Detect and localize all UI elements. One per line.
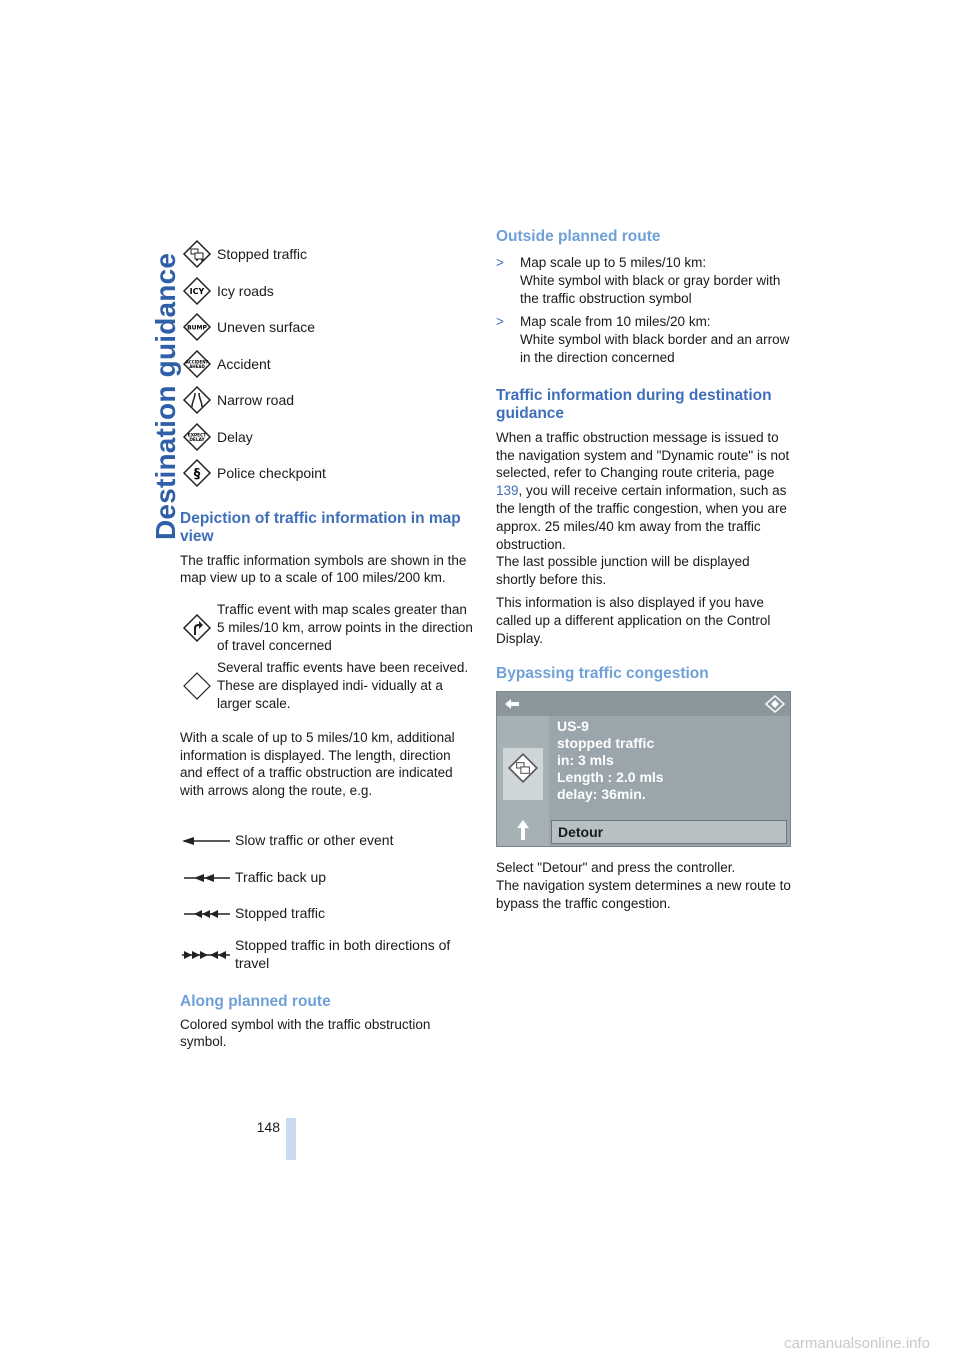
arrow-label: Traffic back up bbox=[235, 868, 327, 885]
accident-icon-text-2: AHEAD bbox=[189, 363, 205, 369]
bump-icon-text: BUMP bbox=[187, 324, 207, 332]
symbol-row-delay bbox=[180, 419, 476, 456]
bullet-line: Map scale from 10 miles/20 km: bbox=[520, 314, 711, 330]
accident-ahead-icon bbox=[182, 349, 212, 379]
side-title-text: Destination guidance bbox=[150, 252, 181, 540]
depiction-heading: Depiction of traffic information in map view bbox=[180, 509, 461, 545]
expect-delay-icon bbox=[182, 422, 212, 452]
info-delay: delay: 36min. bbox=[557, 786, 646, 803]
info-road: US-9 bbox=[557, 718, 589, 735]
bullet-marker: > bbox=[496, 255, 504, 270]
page-reference-link[interactable]: 139 bbox=[496, 483, 519, 499]
symbol-label: Stopped traffic bbox=[217, 246, 308, 263]
symbol-label: Delay bbox=[217, 428, 253, 445]
symbol-label: Icy roads bbox=[217, 282, 274, 299]
outside-bullet-1 bbox=[496, 254, 792, 307]
outside-bullet-2 bbox=[496, 313, 792, 366]
along-heading: Along planned route bbox=[180, 992, 331, 1010]
during-text: When a traffic obstruction message is issued to the navigation system and "Dynamic route" is not selected, refer to Changing route criteria, page bbox=[496, 429, 790, 481]
additional-info-text: With a scale of up to 5 miles/10 km, additional information is displayed. The length, direction and effect of a traffic obstruction are indicated with arrows along the route, e.g. bbox=[180, 729, 455, 799]
event-text-single: Traffic event with map scales greater than 5 miles/10 km, arrow points in the direction of travel concerned bbox=[217, 602, 473, 653]
depiction-intro: The traffic information symbols are shown in the map view up to a scale of 100 miles/200 km. bbox=[180, 552, 467, 586]
symbol-row-police-checkpoint bbox=[180, 455, 476, 492]
stopped-traffic-icon bbox=[182, 239, 212, 269]
settings-diamond-icon bbox=[765, 695, 785, 713]
icy-icon-text: ICY bbox=[189, 286, 205, 296]
symbol-label: Narrow road bbox=[217, 392, 295, 409]
police-checkpoint-icon bbox=[182, 458, 212, 488]
accident-icon-text-1: ACCIDENT bbox=[185, 359, 209, 365]
event-row-several bbox=[180, 659, 476, 712]
during-paragraph-2: This information is also displayed if you have called up a different application on the Control Display. bbox=[496, 594, 771, 646]
bullet-line: Map scale up to 5 miles/10 km: bbox=[520, 255, 707, 270]
stopped-traffic-icon bbox=[507, 752, 539, 784]
symbol-row-uneven-surface bbox=[180, 309, 476, 346]
watermark: carmanualsonline.info bbox=[784, 1335, 930, 1352]
icy-roads-icon bbox=[182, 276, 212, 306]
page-number: 148 bbox=[256, 1119, 280, 1135]
event-row-single bbox=[180, 601, 476, 654]
symbol-row-icy-roads bbox=[180, 273, 476, 310]
info-event: stopped traffic bbox=[557, 735, 655, 752]
police-icon-text: § bbox=[193, 467, 201, 483]
traffic-info-block bbox=[557, 718, 664, 803]
back-arrow-icon bbox=[503, 697, 521, 711]
up-arrow-icon bbox=[515, 818, 531, 842]
symbol-label: Uneven surface bbox=[217, 319, 316, 336]
direction-arrow-diamond-icon bbox=[182, 613, 212, 643]
symbol-label: Police checkpoint bbox=[217, 465, 326, 482]
arrow-label: Stopped traffic bbox=[235, 905, 326, 922]
bullet-line: White symbol with black or gray border with the traffic obstruction symbol bbox=[520, 272, 781, 306]
bump-icon bbox=[182, 312, 212, 342]
side-chapter-title bbox=[124, 240, 181, 540]
bidirectional-arrows-icon bbox=[180, 948, 232, 962]
during-paragraph-1 bbox=[496, 429, 792, 554]
during-heading: Traffic information during destination guidance bbox=[496, 386, 772, 422]
single-arrow-icon bbox=[180, 834, 232, 848]
along-text: Colored symbol with the traffic obstruction symbol. bbox=[180, 1016, 431, 1050]
empty-diamond-icon bbox=[182, 671, 212, 701]
control-display-screenshot bbox=[496, 691, 791, 847]
bypass-text-1: Select "Detour" and press the controller. bbox=[496, 860, 736, 876]
during-paragraph-1b: The last possible junction will be displayed shortly before this. bbox=[496, 554, 750, 588]
delay-icon-text-1: EXPECT bbox=[187, 433, 207, 439]
symbol-row-stopped-traffic bbox=[180, 236, 476, 273]
page-number-bar bbox=[286, 1118, 296, 1160]
delay-icon-text-2: DELAY bbox=[189, 437, 205, 443]
screen-top-bar bbox=[497, 692, 790, 716]
arrow-label: Stopped traffic in both directions of travel bbox=[235, 936, 451, 971]
arrow-row-slow bbox=[180, 823, 476, 860]
arrow-label: Slow traffic or other event bbox=[235, 832, 394, 849]
symbol-label: Accident bbox=[217, 355, 271, 372]
right-column bbox=[496, 228, 792, 913]
bullet-line: White symbol with black border and an arrow in the direction concerned bbox=[520, 332, 790, 365]
arrow-row-backup bbox=[180, 860, 476, 897]
arrow-row-both-directions bbox=[180, 933, 476, 977]
narrow-road-icon bbox=[182, 385, 212, 415]
event-text-several: Several traffic events have been received. These are displayed indi- vidually at a larger scale. bbox=[217, 660, 469, 712]
bullet-marker: > bbox=[496, 314, 504, 330]
left-column bbox=[180, 236, 476, 1051]
detour-button[interactable]: Detour bbox=[551, 820, 787, 844]
bypass-heading: Bypassing traffic congestion bbox=[496, 665, 709, 683]
double-arrow-icon bbox=[180, 871, 232, 885]
arrow-row-stopped bbox=[180, 896, 476, 933]
during-text: , you will receive certain information, such as the length of the traffic congestion, when you are approx. 25 miles/40 km away from the traffic obstruction. bbox=[496, 483, 787, 552]
symbol-row-narrow-road bbox=[180, 382, 476, 419]
bypass-text-2: The navigation system determines a new route to bypass the traffic congestion. bbox=[496, 878, 791, 911]
triple-arrow-icon bbox=[180, 907, 232, 921]
symbol-row-accident bbox=[180, 346, 476, 383]
outside-heading: Outside planned route bbox=[496, 228, 661, 245]
info-length: Length : 2.0 mls bbox=[557, 769, 664, 786]
info-distance: in: 3 mls bbox=[557, 752, 614, 769]
